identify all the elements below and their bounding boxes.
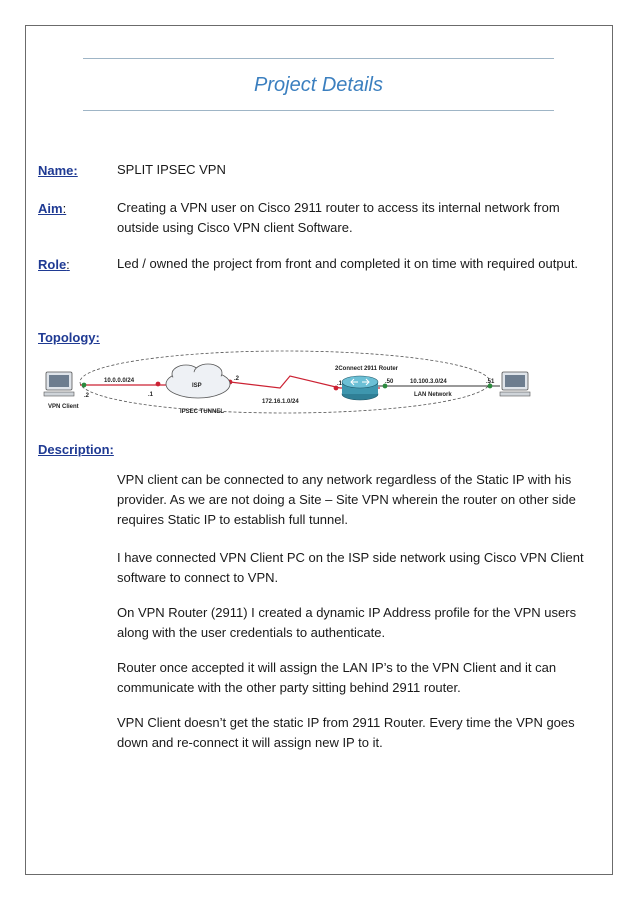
description-label: Description: — [38, 442, 114, 457]
client-net-label: 10.0.0.0/24 — [104, 378, 135, 384]
router-wan-ip-label: .1 — [337, 381, 343, 387]
topology-label: Topology: — [38, 330, 100, 345]
role-value: Led / owned the project from front and completed it on time with required output. — [117, 256, 579, 271]
vpn-client-label: VPN Client — [48, 404, 79, 410]
router-label: 2Connect 2911 Router — [335, 366, 399, 372]
description-paragraph-2: I have connected VPN Client PC on the ISP side network using Cisco VPN Client software to connect to VPN. — [117, 550, 584, 585]
name-value: SPLIT IPSEC VPN — [117, 162, 226, 177]
router-icon — [342, 376, 378, 400]
aim-label: Aim — [38, 201, 63, 216]
aim-value: Creating a VPN user on Cisco 2911 router to access its internal network from outside using Cisco VPN client Software. — [117, 200, 560, 235]
aim-label-group — [38, 201, 66, 216]
ipsec-tunnel-label: IPSEC TUNNEL — [180, 409, 225, 415]
description-paragraph-1: VPN client can be connected to any network regardless of the Static IP with his provider. As we are not doing a Site – Site VPN wherein the router on other side requires Static IP to establish full tunnel. — [117, 472, 576, 527]
topology-diagram — [40, 340, 540, 422]
role-colon: : — [66, 257, 70, 272]
isp-right-ip-label: .2 — [234, 376, 240, 382]
wan-net-label: 172.16.1.0/24 — [262, 399, 299, 405]
role-label-group — [38, 257, 70, 272]
title-top-rule — [83, 58, 554, 59]
client-ip-label: .2 — [84, 393, 90, 399]
description-paragraph-5: VPN Client doesn’t get the static IP from 2911 Router. Every time the VPN goes down and re-connect it will assign new IP to it. — [117, 715, 575, 750]
port-isp-left — [156, 382, 161, 387]
description-paragraph-3: On VPN Router (2911) I created a dynamic IP Address profile for the VPN users along with the user credentials to authenticate. — [117, 605, 577, 640]
isp-left-ip-label: .1 — [148, 392, 154, 398]
description-paragraph-4: Router once accepted it will assign the LAN IP’s to the VPN Client and it can communicate with the other party sitting behind 2911 router. — [117, 660, 557, 695]
aim-colon: : — [62, 201, 67, 216]
page-title: Project Details — [254, 74, 383, 96]
isp-label: ISP — [192, 383, 202, 389]
lan-net-label: 10.100.3.0/24 — [410, 379, 447, 385]
title-bottom-rule — [83, 110, 554, 111]
router-lan-ip-label: .50 — [385, 379, 394, 385]
name-label: Name: — [38, 163, 78, 178]
link-isp-router — [230, 376, 340, 388]
role-label: Role — [38, 257, 67, 272]
lan-pc-icon — [500, 372, 530, 396]
port-client — [82, 383, 87, 388]
lan-host-ip-label: .51 — [486, 379, 495, 385]
cloud-icon — [166, 364, 230, 398]
lan-network-label: LAN Network — [414, 392, 452, 398]
pc-icon — [44, 372, 74, 396]
